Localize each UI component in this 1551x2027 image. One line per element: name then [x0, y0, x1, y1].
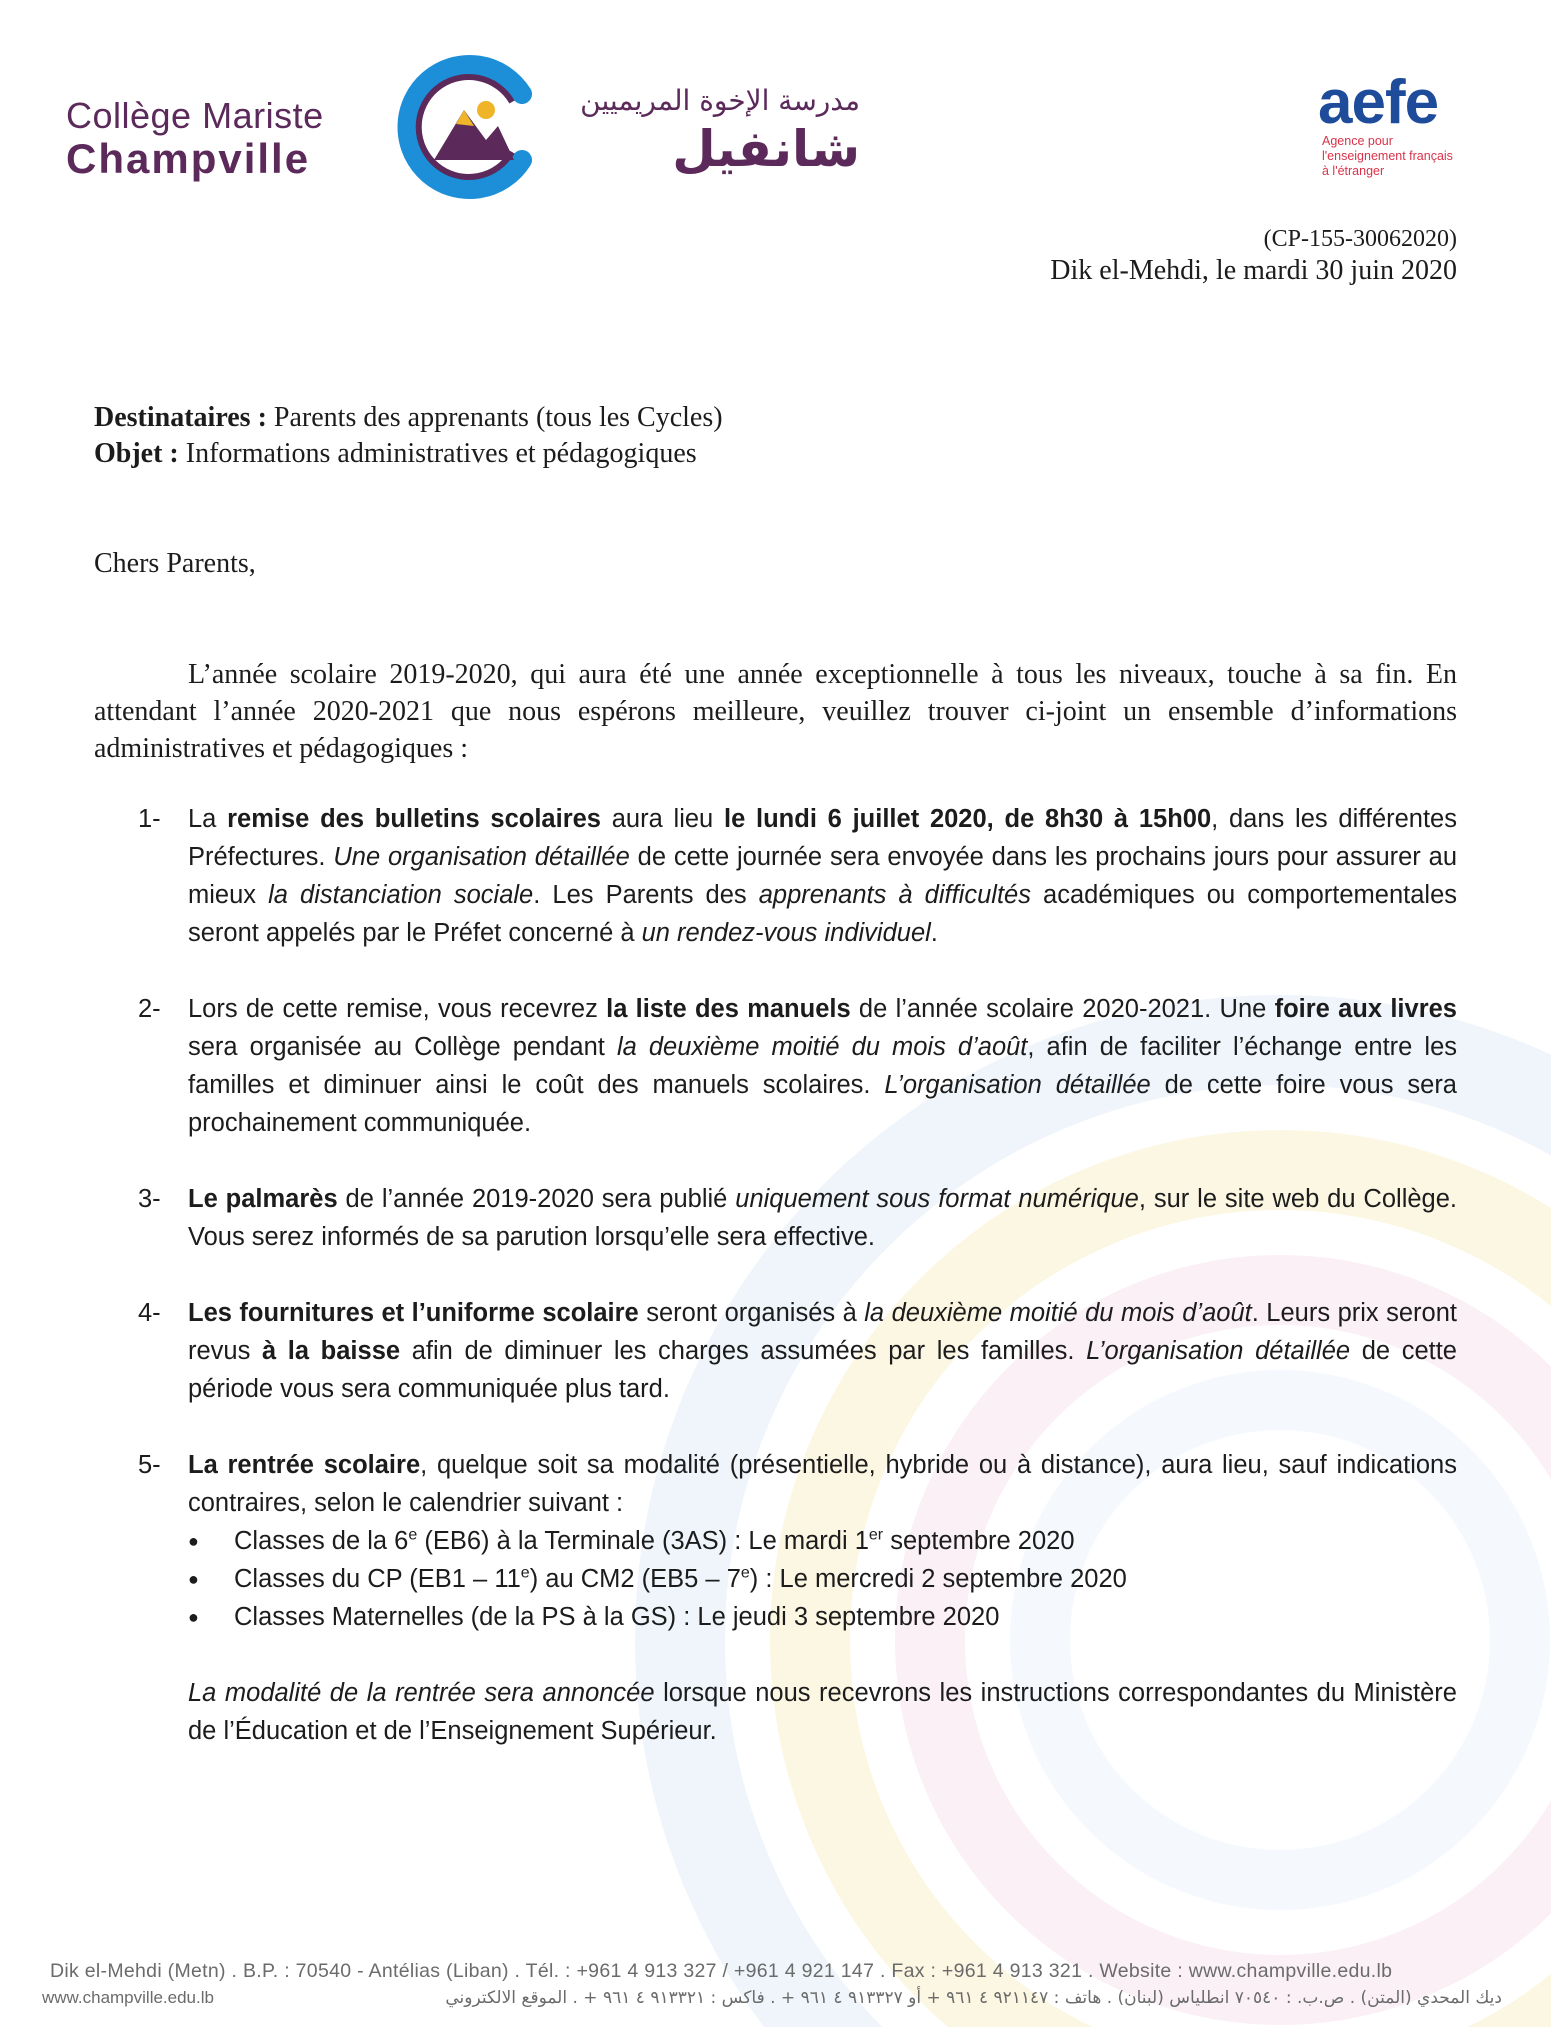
list-item — [94, 1446, 1457, 1636]
recipients-label: Destinataires : — [94, 402, 267, 433]
text-segment: . — [930, 919, 938, 947]
item-number: 1- — [138, 805, 161, 833]
bold-text: à la baisse — [261, 1337, 401, 1365]
italic-text: la deuxième moitié du mois d’août — [616, 1033, 1028, 1061]
text-segment: académiques ou comportementales seront appelés par le Préfet concerné à — [188, 881, 1457, 947]
text-segment: Classes Maternelles (de la PS à la GS) : Le jeudi 3 septembre 2020 — [234, 1603, 1000, 1631]
text-segment: de l’année 2019-2020 sera publié — [337, 1185, 736, 1213]
text-segment: , afin de faciliter l’échange entre les familles et diminuer ainsi le coût des manuels scolaires. — [188, 1033, 1457, 1099]
aefe-tagline-3: à l'étranger — [1322, 164, 1385, 178]
text-segment: , sur le site web du Collège. Vous serez informés de sa parution lorsqu’elle sera effective. — [188, 1185, 1457, 1251]
text-segment: de cette période vous sera communiquée plus tard. — [188, 1337, 1457, 1403]
item-text — [188, 800, 1457, 952]
text-segment: (EB6) à la Terminale (3AS) : Le mardi 1 — [417, 1527, 869, 1555]
text-segment: aura lieu — [600, 805, 724, 833]
arabic-brand-line1: مدرسة الإخوة المريميين — [580, 84, 860, 117]
italic-text: Une organisation détaillée — [333, 843, 630, 871]
italic-text: uniquement sous format numérique — [735, 1185, 1139, 1213]
text-segment: de cette journée sera envoyée dans les prochains jours pour assurer au mieux — [188, 843, 1458, 909]
superscript-text: e — [408, 1526, 418, 1544]
numbered-items — [94, 800, 1457, 1750]
superscript-text: er — [868, 1526, 884, 1544]
text-segment: . Les Parents des — [533, 881, 759, 909]
footer-contact-line: Dik el-Mehdi (Metn) . B.P. : 70540 - Antélias (Liban) . Tél. : +961 4 913 327 / +961 4 921 147 . Fax : +961 4 913 321 . Website : www.champville.edu.lb — [50, 1960, 1393, 1982]
superscript-text: e — [740, 1564, 750, 1582]
college-brand — [66, 96, 324, 182]
text-segment: Lors de cette remise, vous recevrez — [188, 995, 607, 1023]
italic-text: La modalité de la rentrée sera annoncée — [188, 1679, 655, 1707]
text-segment: La — [188, 805, 228, 833]
text-segment: afin de diminuer les charges assumées par les familles. — [400, 1337, 1087, 1365]
italic-text: la deuxième moitié du mois d’août — [864, 1299, 1252, 1327]
bold-text: La rentrée scolaire — [188, 1451, 421, 1479]
salutation: Chers Parents, — [94, 548, 256, 579]
college-name-line1: Collège Mariste — [66, 95, 324, 136]
text-segment: de l’année scolaire 2020-2021. Une — [850, 995, 1275, 1023]
italic-text: L’organisation détaillée — [884, 1071, 1151, 1099]
text-segment: sera organisée au Collège pendant — [188, 1033, 617, 1061]
closing-note — [94, 1674, 1457, 1750]
item-number: 3- — [138, 1185, 161, 1213]
italic-text: un rendez-vous individuel — [641, 919, 931, 947]
college-name-line2: Champville — [66, 135, 311, 182]
footer-arabic-contact: ديك المحدي (المتن) . ص.ب. : ٧٠٥٤٠ انطلياس (لبنان) . هاتف : ٩٢١١٤٧ ٤ ٩٦١ + أو ٩١٣٣٢٧ ٤ ٩٦١ + . فاكس : ٩١٣٣٢١ ٤ ٩٦١ + . الموقع الالكتروني — [445, 1988, 1502, 2008]
item-number: 2- — [138, 995, 161, 1023]
aefe-tagline-2: l'enseignement français — [1322, 149, 1453, 163]
champville-logo-icon — [394, 52, 544, 202]
text-segment: , quelque soit sa modalité (présentielle, hybride ou à distance), aura lieu, sauf indications contraires, selon le calendrier suivant : — [188, 1451, 1457, 1517]
text-segment: ) au CM2 (EB5 – 7 — [529, 1565, 741, 1593]
text-segment: . Leurs prix seront revus — [188, 1299, 1457, 1365]
bold-text: le lundi 6 juillet 2020, de 8h30 à 15h00 — [723, 805, 1212, 833]
footer-website: www.champville.edu.lb — [42, 1988, 214, 2007]
list-item — [94, 990, 1457, 1142]
bold-text: Le palmarès — [188, 1185, 338, 1213]
schedule-item — [188, 1598, 1457, 1636]
object-value: Informations administratives et pédagogiques — [185, 438, 697, 469]
recipients-value: Parents des apprenants (tous les Cycles) — [273, 402, 723, 433]
object-line — [94, 436, 1454, 472]
bold-text: remise des bulletins scolaires — [227, 805, 601, 833]
text-segment: septembre 2020 — [883, 1527, 1075, 1555]
object-label: Objet : — [94, 438, 179, 469]
aefe-wordmark: aefe — [1318, 68, 1439, 137]
list-item — [94, 1294, 1457, 1408]
text-segment: Classes de la 6 — [234, 1527, 409, 1555]
item-number: 4- — [138, 1299, 161, 1327]
italic-text: L’organisation détaillée — [1086, 1337, 1351, 1365]
text-segment: lorsque nous recevrons les instructions correspondantes du Ministère de l’Éducation et de l’Enseignement Supérieur. — [188, 1679, 1457, 1745]
intro-text: L’année scolaire 2019-2020, qui aura été une année exceptionnelle à tous les niveaux, touche à sa fin. En attendant l’année 2020-2021 que nous espérons meilleure, veuillez trouver ci-joint un ensemble d’informations administratives et pédagogiques : — [94, 659, 1457, 764]
schedule-item — [188, 1522, 1457, 1560]
text-segment: , dans les différentes Préfectures. — [188, 805, 1457, 871]
item-text — [188, 1446, 1457, 1522]
place-date: Dik el-Mehdi, le mardi 30 juin 2020 — [1050, 255, 1457, 286]
bold-text: foire aux livres — [1274, 995, 1457, 1023]
text-segment: ) : Le mercredi 2 septembre 2020 — [749, 1565, 1127, 1593]
item-text — [188, 1180, 1457, 1256]
bold-text: la liste des manuels — [606, 995, 851, 1023]
item-text — [188, 1294, 1457, 1408]
arabic-brand-line2: شانفيل — [672, 120, 860, 178]
list-item — [94, 1180, 1457, 1256]
text-segment: de cette foire vous sera prochainement communiquée. — [188, 1071, 1457, 1137]
superscript-text: e — [520, 1564, 530, 1582]
bold-text: Les fournitures et l’uniforme scolaire — [188, 1299, 639, 1327]
italic-text: la distanciation sociale — [268, 881, 534, 909]
aefe-logo — [1318, 68, 1488, 179]
schedule-item — [188, 1560, 1457, 1598]
list-item — [94, 800, 1457, 952]
text-segment: seront organisés à — [638, 1299, 865, 1327]
text-segment: Classes du CP (EB1 – 11 — [234, 1565, 521, 1593]
item-text — [188, 990, 1457, 1142]
aefe-tagline-1: Agence pour — [1322, 134, 1393, 148]
intro-paragraph — [94, 656, 1457, 767]
schedule-list — [188, 1522, 1457, 1636]
recipients-line — [94, 400, 1454, 436]
letter-meta — [94, 400, 1454, 472]
italic-text: apprenants à difficultés — [758, 881, 1031, 909]
item-number: 5- — [138, 1451, 161, 1479]
reference-number: (CP-155-30062020) — [1263, 226, 1457, 252]
arabic-brand — [550, 82, 860, 178]
